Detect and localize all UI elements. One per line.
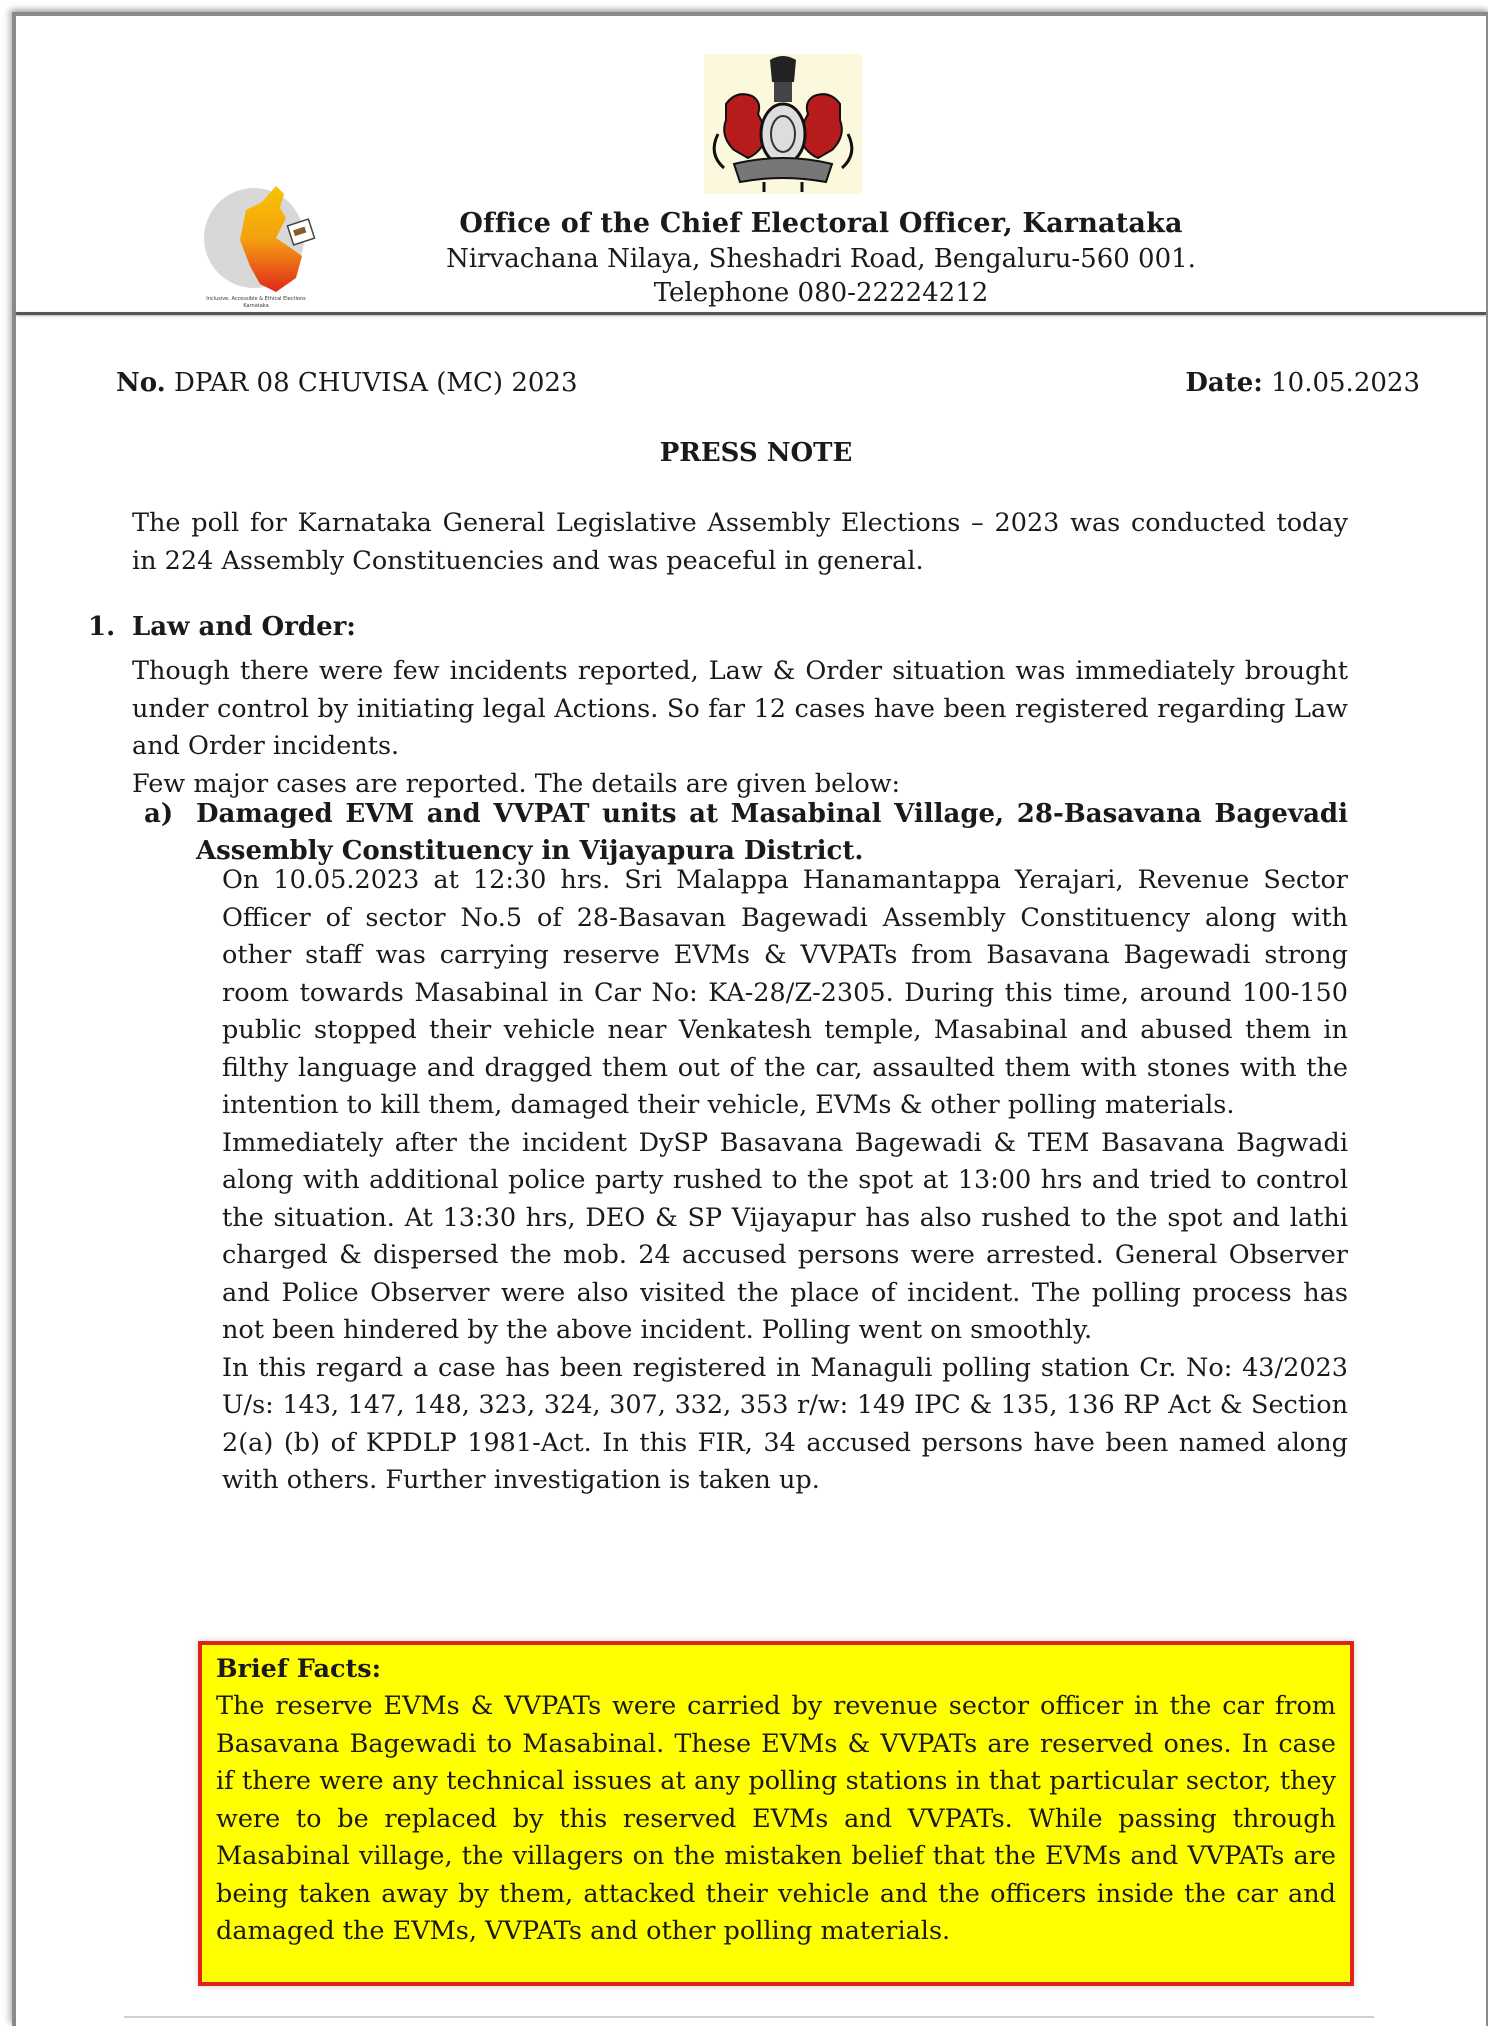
svg-text:Inclusive, Accessible & Ethica: Inclusive, Accessible & Ethical Elections xyxy=(206,296,306,302)
incident-paragraph: In this regard a case has been registered in Managuli polling station Cr. No: 43/2023 U/s: 143, 147, 148, 323, 324, 307, 332, 353 r/w: 149 IPC & 135, 136 RP Act & Section 2(a) (b) of KPDLP 1981-Act. In this FIR, 34 accused persons have been named along with others. Further investigation is taken up. xyxy=(222,1352,1348,1495)
svg-text:Karnataka: Karnataka xyxy=(243,303,269,309)
incident-title: Damaged EVM and VVPAT units at Masabinal Village, 28-Basavana Bagevadi Assembly Constituency in Vijayapura District. xyxy=(196,799,1348,866)
office-telephone: Telephone 080-22224212 xyxy=(653,278,989,308)
incident-letter: a) xyxy=(144,799,174,829)
incident-heading xyxy=(144,796,1348,870)
office-address: Nirvachana Nilaya, Sheshadri Road, Bengaluru-560 001. xyxy=(446,244,1196,274)
incident-paragraph: On 10.05.2023 at 12:30 hrs. Sri Malappa Hanamantappa Yerajari, Revenue Sector Officer of sector No.5 of 28-Basavan Bagewadi Assembly Constituency along with other staff was carrying reserve EVMs & VVPATs from Basavana Bagewadi strong room towards Masabinal in Car No: KA-28/Z-2305. During this time, around 100-150 public stopped their vehicle near Venkatesh temple, Masabinal and abused them in filthy language and dragged them out of the car, assaulted them with stones with the intention to kill them, damaged their vehicle, EVMs & other polling materials. xyxy=(222,865,1348,1120)
section-heading xyxy=(88,612,356,642)
intro-paragraph: The poll for Karnataka General Legislative Assembly Elections – 2023 was conducted today in 224 Assembly Constituencies and was peaceful in general. xyxy=(132,508,1348,576)
law-order-text xyxy=(132,653,1348,803)
reference-number xyxy=(116,368,578,398)
brief-facts-heading: Brief Facts: xyxy=(216,1654,382,1684)
document-title: PRESS NOTE xyxy=(659,438,853,468)
letterhead xyxy=(16,16,1486,314)
brief-facts-highlight-box xyxy=(198,1641,1354,1986)
major-cases-intro: Few major cases are reported. The details are given below: xyxy=(132,768,901,799)
reference-line xyxy=(116,368,1420,398)
reference-number-label: No. xyxy=(116,368,166,398)
reference-date-value: 10.05.2023 xyxy=(1271,368,1420,398)
brief-facts-text: The reserve EVMs & VVPATs were carried by revenue sector officer in the car from Basavana Bagewadi to Masabinal. These EVMs & VVPATs are reserved ones. In case if there were any technical issues at any polling stations in that particular sector, they were to be replaced by this reserved EVMs and VVPATs. While passing through Masabinal village, the villagers on the mistaken belief that the EVMs and VVPATs are being taken away by them, attacked their vehicle and the officers inside the car and damaged the EVMs, VVPATs and other polling materials. xyxy=(216,1691,1336,1946)
state-emblem-icon xyxy=(704,54,862,194)
reference-number-value: DPAR 08 CHUVISA (MC) 2023 xyxy=(173,368,578,398)
incident-details xyxy=(222,862,1348,1500)
reference-date xyxy=(1185,368,1420,398)
bottom-rule xyxy=(124,2016,1374,2018)
law-order-paragraph: Though there were few incidents reported, Law & Order situation was immediately brought under control by initiating legal Actions. So far 12 cases have been registered regarding Law and Order incidents. xyxy=(132,656,1348,761)
office-title: Office of the Chief Electoral Officer, Karnataka xyxy=(459,208,1183,239)
section-title: Law and Order: xyxy=(132,612,356,642)
section-number: 1. xyxy=(88,612,116,642)
header-divider xyxy=(16,312,1486,315)
incident-paragraph: Immediately after the incident DySP Basavana Bagewadi & TEM Basavana Bagwadi along with additional police party rushed to the spot at 13:00 hrs and tried to control the situation. At 13:30 hrs, DEO & SP Vijayapur has also rushed to the spot and lathi charged & dispersed the mob. 24 accused persons were arrested. General Observer and Police Observer were also visited the place of incident. The polling process has not been hindered by the above incident. Polling went on smoothly. xyxy=(222,1127,1348,1345)
reference-date-label: Date: xyxy=(1185,368,1263,398)
